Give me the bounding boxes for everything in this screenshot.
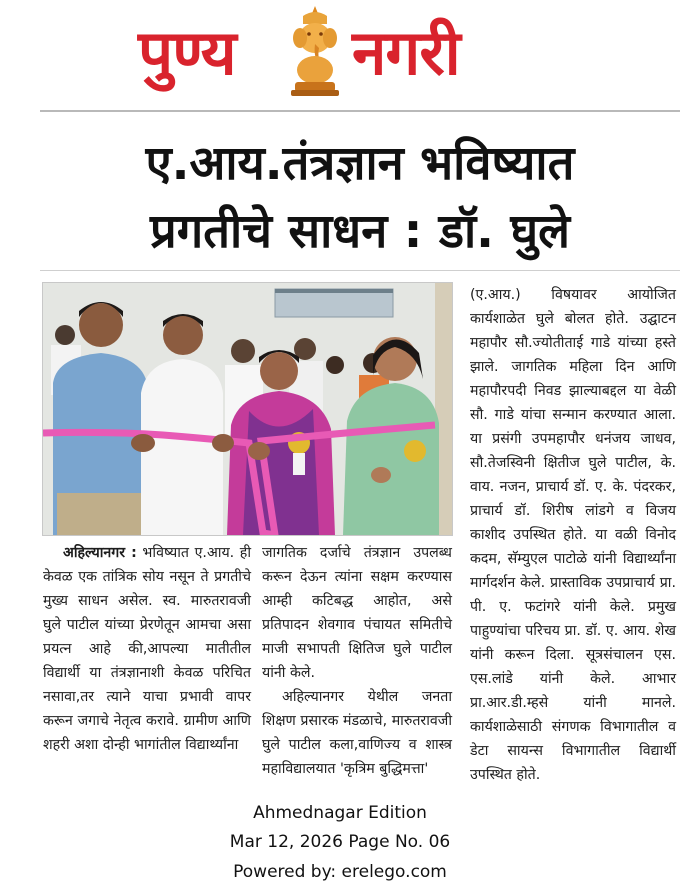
- article-column-left: [43, 541, 251, 757]
- powered-by-link[interactable]: Powered by: erelego.com: [233, 862, 447, 882]
- article-left-paragraph: [43, 541, 251, 757]
- edition-label: Ahmednagar Edition: [253, 803, 427, 823]
- article-column-right: [470, 283, 676, 787]
- masthead-title-left: पुण्य: [138, 16, 236, 89]
- article-photo: [42, 282, 453, 536]
- headline-line-2: प्रगतीचे साधन : डॉ. घुले: [149, 204, 570, 259]
- headline: [40, 130, 680, 266]
- article-left-text: भविष्यात ए.आय. ही केवळ एक तांत्रिक सोय नसून ते प्रगतीचे मुख्य साधन असेल. स्व. मारुतरावजी घुले पाटील यांच्या प्रेरणेतून आमचा असा प्रयत्न आहे की,आपल्या मातीतील विद्यार्थी या तंत्रज्ञानाशी केवळ परिचित नसावा,तर त्याने याचा प्रभावी वापर करून जगाचे नेतृत्व करावे. ग्रामीण आणि शहरी अशा दोन्ही भागांतील विद्यार्थ्यांना: [43, 545, 251, 753]
- masthead: [0, 0, 680, 108]
- ganesha-emblem-icon: [283, 4, 347, 100]
- article-middle-paragraph-2: अहिल्यानगर येथील जनता शिक्षण प्रसारक मंडळाचे, मारुतरावजी घुले पाटील कला,वाणिज्य व शास्त्र महाविद्यालयात 'कृत्रिम बुद्धिमत्ता': [262, 689, 452, 777]
- date-page-label: Mar 12, 2026 Page No. 06: [229, 832, 451, 852]
- dateline: अहिल्यानगर :: [63, 545, 137, 561]
- headline-divider: [40, 270, 680, 271]
- article-column-middle: [262, 541, 452, 781]
- article-right-text: (ए.आय.) विषयावर आयोजित कार्यशाळेत घुले बोलत होते. उद्घाटन महापौर सौ.ज्योतीताई गाडे यांच्या हस्ते झाले. जागतिक महिला दिन आणि महापौरपदी निवड झाल्याबद्दल या वेळी सौ. गाडे यांचा सन्मान करण्यात आला. या प्रसंगी उपमहापौर धनंजय जाधव, सौ.तेजस्विनी क्षितीज घुले पाटील, के. वाय. नजन, प्राचार्य डॉ. ए. के. पंदरकर, प्राचार्य डॉ. शिरीष लांडगे व विजय काशीद उपस्थित होते. या वळी विनोद कदम, सॅम्युएल पाटोळे यांनी विद्यार्थ्यांना मार्गदर्शन केले. प्रास्ताविक उपप्राचार्य प्रा. पी. ए. फटांगरे यांनी केले. प्रमुख पाहुण्यांचा परिचय प्रा. डॉ. ए. आय. शेख यांनी करून दिला. सूत्रसंचालन एस. एस.लांडे यांनी केले. आभार प्रा.आर.डी.म्हसे यांनी मानले. कार्यशाळेसाठी संगणक विभागातील व डेटा सायन्स विभागातील विद्यार्थी उपस्थित होते.: [470, 287, 676, 783]
- ribbon-cutting-photo-icon: [43, 283, 452, 535]
- headline-line-1: ए.आय.तंत्रज्ञान भविष्यात: [145, 136, 575, 191]
- article-middle-paragraph-1: जागतिक दर्जाचे तंत्रज्ञान उपलब्ध करून देऊन त्यांना सक्षम करण्यास आम्ही कटिबद्ध आहोत, असे प्रतिपादन शेवगाव पंचायत समितीचे माजी सभापती क्षितिज घुले पाटील यांनी केले.: [262, 545, 452, 681]
- masthead-title-right: नगरी: [352, 16, 460, 89]
- masthead-divider: [40, 110, 680, 112]
